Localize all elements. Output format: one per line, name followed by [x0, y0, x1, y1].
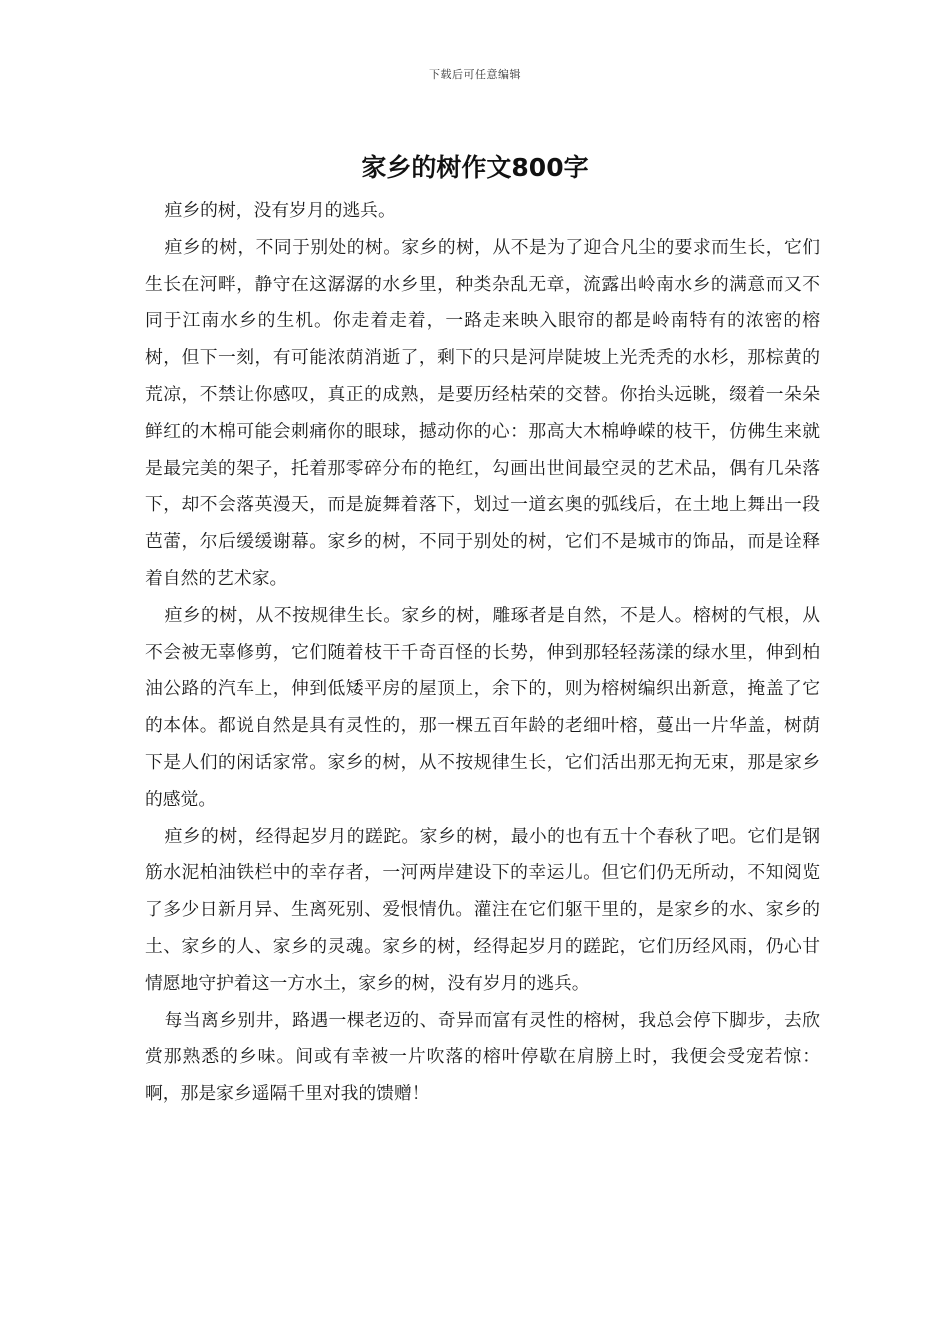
- paragraph: 疸乡的树，经得起岁月的蹉跎。家乡的树，最小的也有五十个春秋了吧。它们是钢筋水泥柏油铁栏中的幸存者，一河两岸建设下的幸运儿。但它们仍无所动，不知阅览了多少日新月异、生离死别、爱恨情仇。灌注在它们躯干里的，是家乡的水、家乡的土、家乡的人、家乡的灵魂。家乡的树，经得起岁月的蹉跎，它们历经风雨，仍心甘情愿地守护着这一方水土，家乡的树，没有岁月的逃兵。: [145, 825, 820, 994]
- paragraph: 疸乡的树，不同于别处的树。家乡的树，从不是为了迎合凡尘的要求而生长，它们生长在河畔，静守在这潺潺的水乡里，种类杂乱无章，流露出岭南水乡的满意而又不同于江南水乡的生机。你走着走着，一路走来映入眼帘的都是岭南特有的浓密的榕树，但下一刻，有可能浓荫消逝了，剩下的只是河岸陡坡上光秃秃的水杉，那棕黄的荒凉，不禁让你感叹，真正的成熟，是要历经枯荣的交替。你抬头远眺，缀着一朵朵鲜红的木棉可能会刺痛你的眼球，撼动你的心：那高大木棉峥嵘的枝干，仿佛生来就是最完美的架子，托着那零碎分布的艳红，勾画出世间最空灵的艺术品，偶有几朵落下，却不会落英漫天，而是旋舞着落下，划过一道玄奥的弧线后，在土地上舞出一段芭蕾，尔后缓缓谢幕。家乡的树，不同于别处的树，它们不是城市的饰品，而是诠释着自然的艺术家。: [145, 236, 820, 589]
- paragraph: 疸乡的树，没有岁月的逃兵。: [164, 200, 396, 221]
- paragraph: 疸乡的树，从不按规律生长。家乡的树，雕琢者是自然，不是人。榕树的气根，从不会被无辜修剪，它们随着枝干千奇百怪的长势，伸到那轻轻荡漾的绿水里，伸到柏油公路的汽车上，伸到低矮平房的屋顶上，余下的，则为榕树编织出新意，掩盖了它的本体。都说自然是具有灵性的，那一棵五百年龄的老细叶榕，蔓出一片华盖，树荫下是人们的闲话家常。家乡的树，从不按规律生长，它们活出那无拘无束，那是家乡的感觉。: [145, 604, 820, 810]
- paragraph: 每当离乡别井，路遇一棵老迈的、奇异而富有灵性的榕树，我总会停下脚步，去欣赏那熟悉的乡味。间或有幸被一片吹落的榕叶停歇在肩膀上时，我便会受宠若惊：啊，那是家乡遥隔千里对我的馈赠！: [145, 1009, 820, 1105]
- header-note: 下载后可任意编辑: [429, 68, 521, 81]
- document-body: [145, 193, 820, 1113]
- document-title: 家乡的树作文800字: [361, 153, 589, 182]
